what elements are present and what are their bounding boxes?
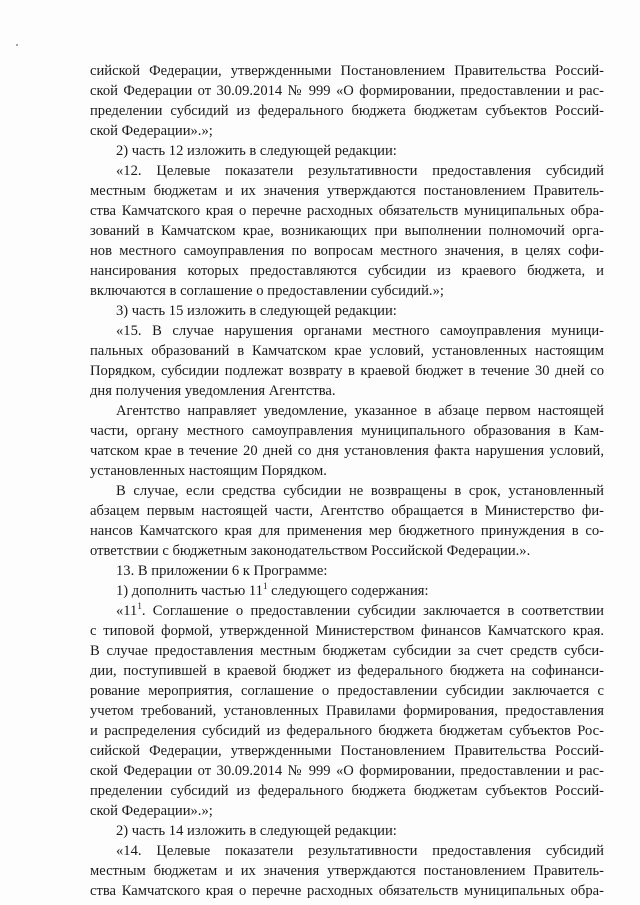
text-line: нов местного самоуправления по вопросам местного значения, в целях софи-: [90, 243, 604, 259]
superscript: 1: [262, 581, 268, 591]
superscript: 1: [137, 601, 142, 611]
text-line: ской Федерации от 30.09.2014 № 999 «О формировании, предоставлении и рас-: [90, 763, 604, 779]
text-line: включаются в соглашение о предоставлении субсидий.»;: [90, 283, 444, 299]
text-line: рование мероприятия, соглашение о предоставлении субсидии заключается с: [90, 683, 604, 699]
text-line: учетом требований, установленных Правилами формирования, предоставления: [90, 703, 604, 719]
text-line: сийской Федерации, утвержденными Постановлением Правительства Россий-: [90, 743, 604, 759]
text-line: 2) часть 14 изложить в следующей редакции:: [116, 823, 397, 839]
text-span: следующего содержания:: [267, 583, 429, 599]
text-line: и распределения субсидий из федерального бюджета бюджетам субъектов Рос-: [90, 723, 604, 739]
scan-speck: [16, 44, 18, 46]
text-span: 1) дополнить частью 11: [116, 583, 263, 599]
text-line: части, органу местного самоуправления муниципального образования в Кам-: [90, 423, 604, 439]
text-line: нансов Камчатского края для применения мер бюджетного принуждения в со-: [90, 523, 604, 539]
text-line: ответствии с бюджетным законодательством Российской Федерации.».: [90, 543, 531, 559]
text-span: «11: [116, 603, 138, 619]
text-line: дии, поступившей в краевой бюджет из федерального бюджета на софинанси-: [90, 663, 604, 679]
text-line: зований в Камчатском крае, возникающих при выполнении полномочий орга-: [90, 223, 604, 239]
text-line: абзацем первым настоящей части, Агентство обращается в Министерство фи-: [90, 503, 604, 519]
text-line: установленных настоящим Порядком.: [90, 463, 327, 479]
text-line-superscript: [116, 602, 604, 621]
text-line: ской Федерации».»;: [90, 123, 213, 139]
text-line: нансирования которых предоставляются субсидии из краевого бюджета, и: [90, 263, 604, 279]
text-line-superscript: [116, 582, 604, 601]
text-line: «12. Целевые показатели результативности предоставления субсидий: [116, 163, 604, 179]
text-line: В случае, если средства субсидии не возвращены в срок, установленный: [116, 483, 604, 499]
text-line: местным бюджетам и их значения утверждаются постановлением Правитель-: [90, 183, 604, 199]
text-line: ской Федерации от 30.09.2014 № 999 «О формировании, предоставлении и рас-: [90, 83, 604, 99]
text-line: дня получения уведомления Агентства.: [90, 383, 336, 399]
text-line: «14. Целевые показатели результативности предоставления субсидий: [116, 843, 604, 859]
text-line: ства Камчатского края о перечне расходных обязательств муниципальных обра-: [90, 883, 604, 899]
text-line: «15. В случае нарушения органами местного самоуправления муници-: [116, 323, 604, 339]
text-line: местным бюджетам и их значения утверждаются постановлением Правитель-: [90, 863, 604, 879]
text-line: Порядком, субсидии подлежат возврату в краевой бюджет в течение 30 дней со: [90, 363, 604, 379]
text-line: пальных образований в Камчатском крае условий, установленных настоящим: [90, 343, 604, 359]
text-line: 2) часть 12 изложить в следующей редакции:: [116, 143, 397, 159]
text-span: . Соглашение о предоставлении субсидии заключается в соответствии: [141, 603, 604, 619]
text-line: ства Камчатского края о перечне расходных обязательств муниципальных обра-: [90, 203, 604, 219]
text-line: пределении субсидий из федерального бюджета бюджетам субъектов Россий-: [90, 783, 604, 799]
text-line: Агентство направляет уведомление, указанное в абзаце первом настоящей: [116, 403, 604, 419]
text-line: сийской Федерации, утвержденными Постановлением Правительства Россий-: [90, 63, 604, 79]
text-line: 3) часть 15 изложить в следующей редакции:: [116, 303, 397, 319]
text-line: В случае предоставления местным бюджетам субсидии за счет средств субси-: [90, 643, 604, 659]
text-line: ской Федерации».»;: [90, 803, 213, 819]
text-line: пределении субсидий из федерального бюджета бюджетам субъектов Россий-: [90, 103, 604, 119]
text-line: чатском крае в течение 20 дней со дня установления факта нарушения условий,: [90, 443, 604, 459]
text-line: с типовой формой, утвержденной Министерством финансов Камчатского края.: [90, 623, 604, 639]
text-line: 13. В приложении 6 к Программе:: [116, 563, 328, 579]
